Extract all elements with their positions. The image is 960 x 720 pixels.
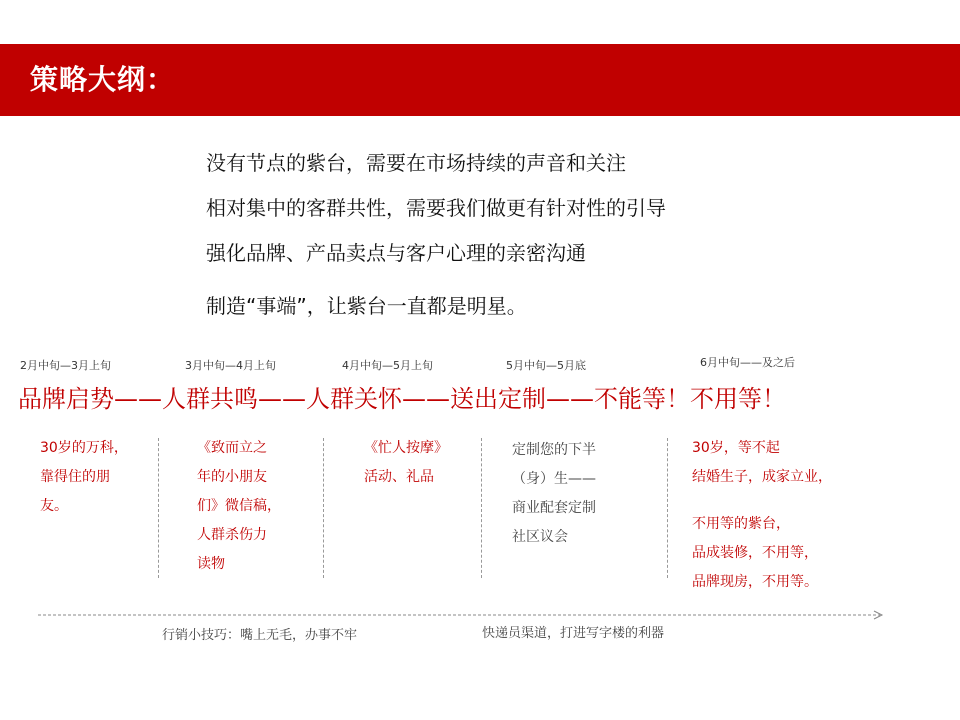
stage-note: 结婚生子，成家立业， [692,469,832,485]
stage-note: 《忙人按摩》 [364,440,448,456]
stage-note: 人群杀伤力 [197,527,267,543]
column-divider [323,438,324,578]
timeline-arrow [36,608,888,622]
intro-line-1: 没有节点的紫台，需要在市场持续的声音和关注 [206,151,626,175]
stage-note: 社区议会 [512,529,568,545]
timeline-date: 4月中旬—5月上旬 [342,359,433,372]
column-divider [667,438,668,578]
intro-line-4: 制造“事端”，让紫台一直都是明星。 [206,294,527,318]
timeline-date: 5月中旬—5月底 [506,359,586,372]
timeline-flow-heading: 品牌启势——人群共鸣——人群关怀——送出定制——不能等！不用等！ [18,385,786,413]
stage-1-notes [40,434,128,521]
stage-2-notes [197,434,281,579]
stage-note: 品成装修，不用等， [692,545,818,561]
stage-note: 30岁，等不起 [692,440,780,456]
title-banner [0,44,960,116]
stage-note: 友。 [40,498,68,514]
stage-note: 不用等的紫台， [692,516,790,532]
stage-3-notes [364,434,448,492]
timeline-date: 2月中旬—3月上旬 [20,359,111,372]
timeline-date: 3月中旬—4月上旬 [185,359,276,372]
intro-line-3: 强化品牌、产品卖点与客户心理的亲密沟通 [206,241,586,265]
stage-note: 活动、礼品 [364,469,434,485]
timeline-date: 6月中旬——及之后 [700,356,795,369]
stage-note: 30岁的万科， [40,440,128,456]
stage-note: 品牌现房，不用等。 [692,574,818,590]
stage-5-notes [692,434,832,597]
column-divider [481,438,482,578]
intro-line-2: 相对集中的客群共性，需要我们做更有针对性的引导 [206,196,666,220]
stage-note: 《致而立之 [197,440,267,456]
footer-tip: 行销小技巧：嘴上无毛，办事不牢 [162,628,358,643]
stage-note: 们》微信稿， [197,498,281,514]
stage-note: 靠得住的朋 [40,469,110,485]
stage-note: 年的小朋友 [197,469,267,485]
stage-note: 商业配套定制 [512,500,596,516]
page-title: 策略大纲： [30,63,176,96]
footer-channel: 快递员渠道，打进写字楼的利器 [482,626,665,641]
column-divider [158,438,159,578]
stage-note: （身）生—— [512,471,596,487]
stage-note: 定制您的下半 [512,442,596,458]
stage-4-notes [512,436,596,552]
stage-note-spacer [692,492,832,510]
stage-note: 读物 [197,556,225,572]
